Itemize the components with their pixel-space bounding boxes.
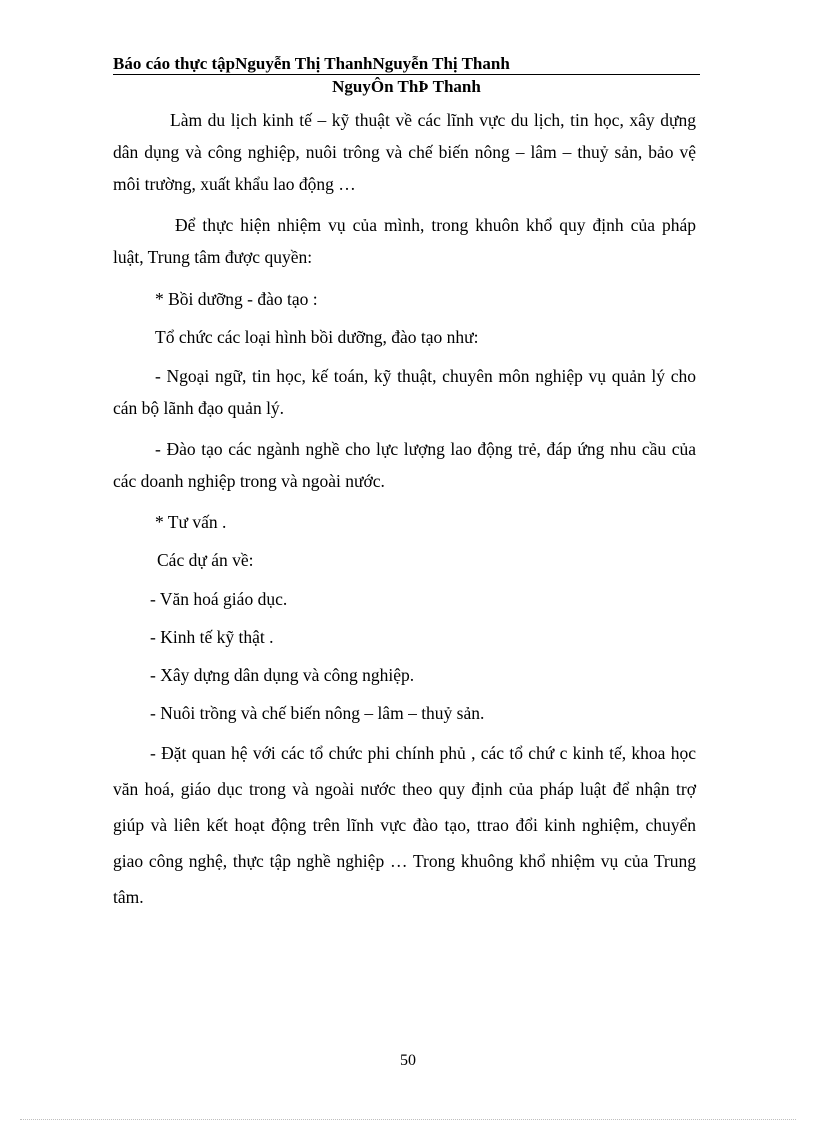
paragraph-7: - Đặt quan hệ với các tổ chức phi chính phủ , các tổ chứ c kinh tế, khoa học văn hoá, giáo dục trong và ngoài nước theo quy định của pháp luật để nhận trợ giúp và liên kết hoạt động trên lĩnh vực đào tạo, ttrao đổi kinh nghiệm, chuyển giao công nghệ, thực tập nghề nghiệp … Trong khuông khổ nhiệm vụ của Trung tâm. (113, 743, 696, 907)
list-item: - Văn hoá giáo dục. (150, 589, 288, 609)
paragraph-1: Làm du lịch kinh tế – kỹ thuật về các lĩnh vực du lịch, tin học, xây dựng dân dụng và công nghiệp, nuôi trông và chế biến nông – lâm – thuỷ sản, bảo vệ môi trường, xuất khẩu lao động … (113, 110, 696, 194)
section-heading-consulting: * Tư vấn . (155, 512, 227, 532)
footer-divider (20, 1119, 796, 1120)
page-number: 50 (400, 1052, 416, 1069)
paragraph-3: Tổ chức các loại hình bồi dưỡng, đào tạo như: (155, 327, 479, 347)
paragraph-2: Để thực hiện nhiệm vụ của mình, trong khuôn khổ quy định của pháp luật, Trung tâm được quyền: (113, 215, 696, 267)
page-header-title: Báo cáo thực tậpNguyễn Thị ThanhNguyễn Thị Thanh (113, 54, 700, 75)
paragraph-6: Các dự án về: (157, 550, 254, 570)
list-item: - Nuôi trồng và chế biến nông – lâm – thuỷ sản. (150, 703, 485, 723)
paragraph-4: - Ngoại ngữ, tin học, kế toán, kỹ thuật, chuyên môn nghiệp vụ quản lý cho cán bộ lãnh đạo quản lý. (113, 366, 696, 418)
list-item: - Kinh tế kỹ thật . (150, 627, 274, 647)
page-header-subtitle: NguyÔn ThÞ Thanh (332, 77, 481, 96)
paragraph-5: - Đào tạo các ngành nghề cho lực lượng lao động trẻ, đáp ứng nhu cầu của các doanh nghiệp trong và ngoài nước. (113, 439, 696, 491)
section-heading-training: * Bồi dưỡng - đào tạo : (155, 289, 318, 309)
list-item: - Xây dựng dân dụng và công nghiệp. (150, 665, 415, 685)
